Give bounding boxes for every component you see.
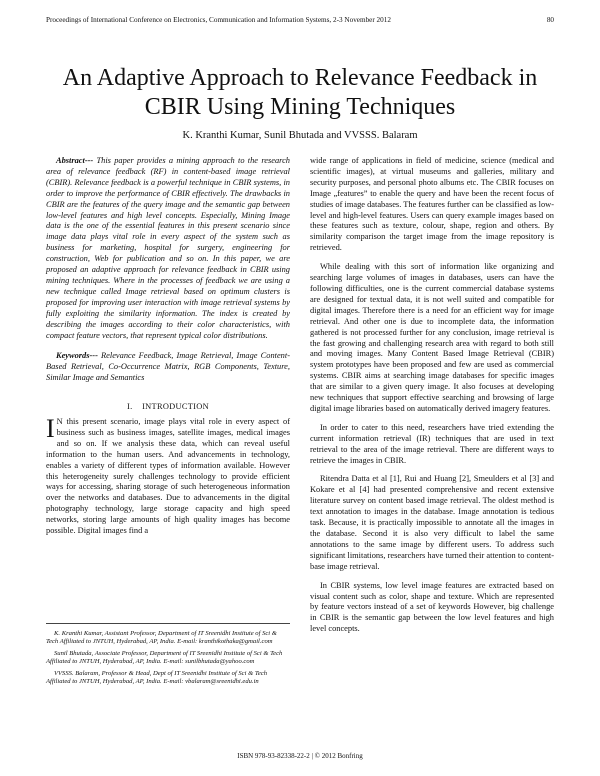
paper-title: An Adaptive Approach to Relevance Feedback in CBIR Using Mining Techniques xyxy=(62,65,538,120)
abstract-text: This paper provides a mining approach to the research area of relevance feedback (RF) in content-based image retrieval (CBIR). Relevance feedback is a powerful technique in CBIR systems, in order to improve the performance of CBIR effectively. The drawbacks in CBIR are the features of the query image and the semantic gap between low-level features and high level concepts. Especially, Mining Image data is the one of the essential features in this present scenario since image data plays vital role in every aspect of the system such as business for marketing, hospital for surgery, engineering for construction, Web for publication and so on. In this paper, we are proposed an adaptive approach for relevance feedback in CBIR using mining techniques. Where in the processes of feedback we are using a new technique called Image retrieval based on optimum clusters is proposed for improving user interaction with image retrieval systems by fully exploiting the similarity information. The index is created by describing the images according to their color characteristics, with compact feature vectors, that represent typical color distributions. xyxy=(46,156,290,340)
section-title: INTRODUCTION xyxy=(142,402,209,412)
body-paragraph: wide range of applications in field of medicine, science (medical and scientific images), at virtual museums and galleries, military and security purposes, and personal photo albums etc. The CBIR focuses on Image „features” to enable the query and have been the recent focus of studies of image databases. The features further can be classified as low-level and high-level features. Users can query example images based on these features such as texture, colour, shape, region and others. By similarity comparison the target image from the image repository is retrieved. xyxy=(310,156,554,253)
footnote: K. Kranthi Kumar, Assistant Professor, Department of IT Sreenidhi Institute of Sci & Tech Affiliated to JNTUH, Hyderabad, AP, India. E-mail: kranthikothaka@gmail.com xyxy=(46,630,277,646)
abstract xyxy=(46,156,290,341)
running-header xyxy=(46,16,554,24)
page-number: 80 xyxy=(546,16,554,24)
body-paragraph: While dealing with this sort of information like organizing and searching large volumes of images in databases, users can have the following difficulties, one is the current commercial database systems are designed for textual data, it is not well suited and compatible for digital images. Therefore there is a need for an efficient way for image retrieval. And other one is due to incomplete data, the information gathered is not processed further for any conclusion, image retrieval is the fast growing and challenging research area with regard to both still and moving images. Many Content Based Image Retrieval (CBIR) system prototypes have been proposed and few are used as commercial systems. CBIR aims at searching image databases for specific images that are similar to a given query image. It also focuses at developing new techniques that support effective searching and browsing of large digital image libraries based on automatically derived imagery features. xyxy=(310,262,554,413)
page-footer: ISBN 978-93-82338-22-2 | © 2012 Bonfring xyxy=(237,752,363,760)
section-number: I. xyxy=(127,402,133,412)
abstract-label: Abstract--- xyxy=(56,156,94,165)
author-footnotes xyxy=(46,623,290,689)
drop-cap: I xyxy=(46,414,55,444)
right-column xyxy=(310,156,554,643)
keywords xyxy=(46,351,290,384)
body-paragraph: In order to cater to this need, researchers have tried extending the current information retrieval (IR) techniques that are used in text retrieval to the area of the image retrieval. There are different ways to retrieve the images in CBIR. xyxy=(310,422,554,465)
section-heading xyxy=(46,402,290,413)
footnote: Sunil Bhutada, Associate Professor, Department of IT Sreenidhi Institute of Sci & Tech Affiliated to JNTUH, Hyderabad, AP, India. E-mail: sunilbhutada@yahoo.com xyxy=(46,649,283,666)
conference-header: Proceedings of International Conference on Electronics, Communication and Information Systems, 2-3 November 2012 xyxy=(46,16,391,24)
footnote: VVSSS. Balaram, Professor & Head, Dept of IT Sreenidhi Institute of Sci & Tech Affiliated to JNTUH, Hyderabad, AP, India. E-mail: vbalaram@sreenidhi.edu.in xyxy=(46,669,268,686)
keywords-text: Relevance Feedback, Image Retrieval, Image Content-Based Retrieval, Co-Occurrence Matrix, RGB Components, Texture, Similar Image and Semantics xyxy=(46,351,290,383)
body-paragraph: In CBIR systems, low level image features are extracted based on visual content such as color, shape and texture. Which are represented by feature vectors instead of a set of keywords However, big challenge in CBIR is the semantic gap between the low level features and high level concepts. xyxy=(310,580,554,634)
body-paragraph: Ritendra Datta et al [1], Rui and Huang [2], Smeulders et al [3] and Kokare et al [4] had presented comprehensive and recent extensive literature survey on content based image retrieval. The oldest method is text annotation to images in the database. Image annotation is tedious task. Because, it is practically impossible to annotate all the images in the database. Second it is also very difficult to label the same annotations to the same image by different users. To address such significant limitations, researchers have turned their attention to content-base image retrieval. xyxy=(310,474,554,571)
author-list: K. Kranthi Kumar, Sunil Bhutada and VVSSS. Balaram xyxy=(182,130,418,141)
left-column xyxy=(46,156,290,545)
keywords-label: Keywords--- xyxy=(56,351,98,361)
intro-paragraph xyxy=(46,414,290,537)
intro-text: N this present scenario, image plays vital role in every aspect of business such as business images, satellite images, medical images and so on. If we analysis these data, which can reveal useful information to the human users. And advancements in technology, enables a variety of different types of information available. However this heterogeneity surely challenges technology to provide efficient ways for accessing, sharing storage of such heterogeneous information over the networks and databases. Due to advancements in the digital photography technology, large storage capacity and high speed networks, storing large amounts of high quality images has become possible. Digital images find a xyxy=(46,417,290,536)
